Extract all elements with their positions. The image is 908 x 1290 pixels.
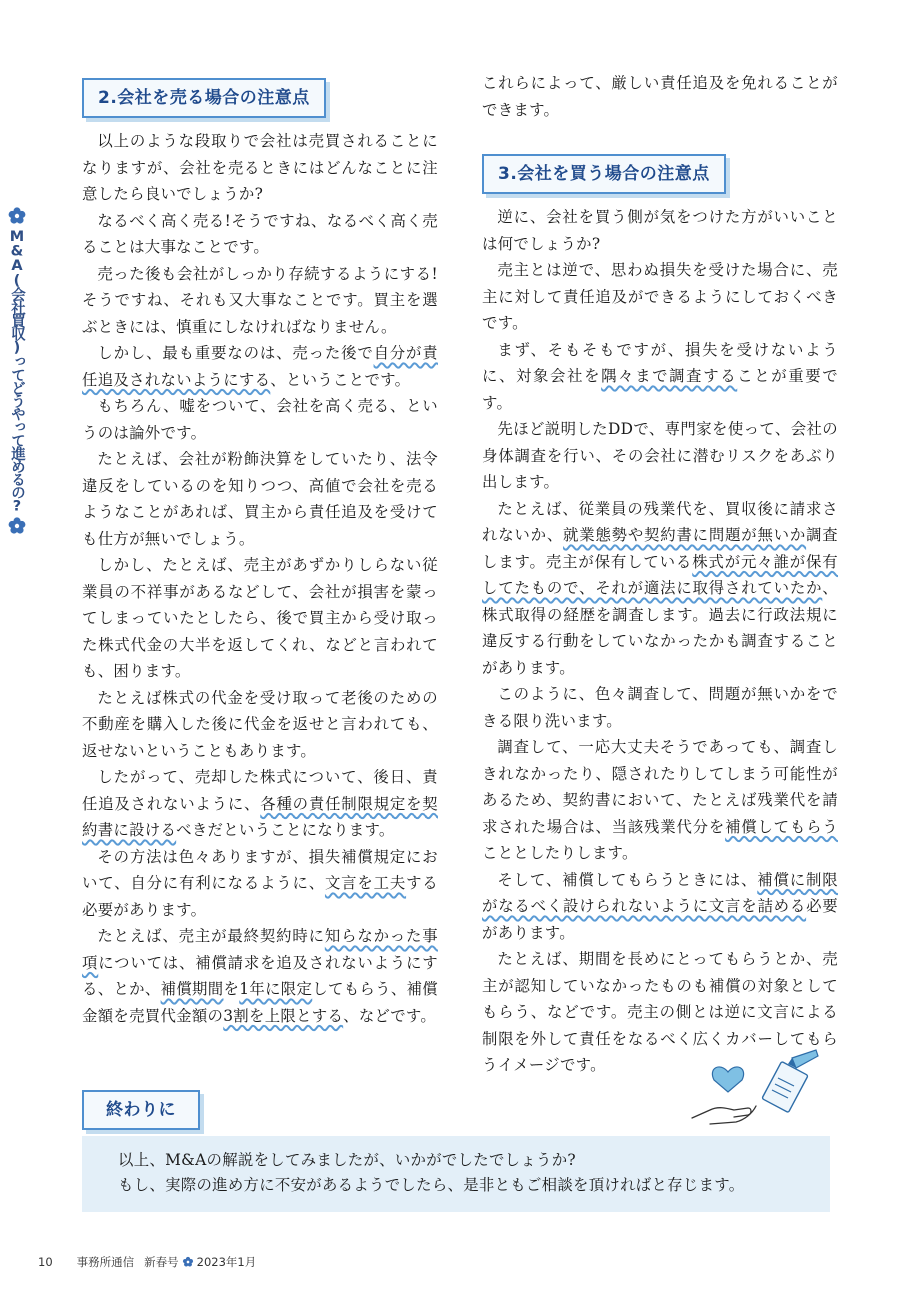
left-column [82, 70, 438, 1029]
emphasis-underline: 自分が責任追及されないようにする [82, 344, 438, 389]
page-number: 10 [38, 1255, 53, 1269]
handshake-contract-illustration [690, 1048, 822, 1134]
text-run: 調査します。売主が保有している [482, 526, 838, 571]
paragraph [82, 844, 438, 924]
emphasis-underline: 3割を上限とする [223, 1006, 344, 1025]
emphasis-underline: 補償期間 [160, 980, 224, 998]
text-run: 、株式取得の経歴を調査します。過去に行政法規に違反する行動をしていなかったかも調査することがあります。 [482, 579, 838, 677]
emphasis-underline: 就業態勢や契約書に問題が無いか [563, 526, 807, 544]
paragraph [482, 257, 838, 337]
text-run: 必要があります。 [482, 897, 838, 942]
section2-heading: 2.会社を売る場合の注意点 [82, 78, 326, 118]
text-run: たとえば、売主が最終契約時に [97, 927, 325, 945]
text-run: を [223, 980, 240, 998]
emphasis-underline: 隅々まで調査する [601, 367, 738, 385]
text-run: 売主とは逆で、思わぬ損失を受けた場合に、売主に対して責任追及ができるようにしておくべきです。 [482, 261, 838, 332]
text-run: については、補償請求を追及されないようにする、とか、 [82, 953, 438, 998]
text-run: こととしたりします。 [482, 844, 638, 862]
hand-icon [692, 1106, 756, 1124]
section3-heading: 3.会社を買う場合の注意点 [482, 154, 726, 194]
text-run: してもらう、補償金額を売買代金額の [82, 980, 438, 1025]
text-run: したがって、売却した株式について、後日、責任追及されないように、 [82, 768, 438, 813]
paragraph [82, 552, 438, 685]
flower-icon [7, 516, 27, 536]
text-run: たとえば、期間を長めにとってもらうとか、売主が認知していなかったものも補償の対象としてもらう、などです。売主の側とは逆に文言による制限を外して責任をなるべく広くカバーしてもらうイメージです。 [482, 950, 838, 1074]
text-run: 先ほど説明したDDで、専門家を使って、会社の身体調査を行い、その会社に潜むリスクをあぶり出します。 [482, 420, 838, 491]
paragraph [482, 70, 838, 123]
heart-icon [712, 1067, 743, 1092]
text-run: 逆に、会社を買う側が気をつけた方がいいことは何でしょうか? [482, 208, 838, 253]
section2-body [82, 128, 438, 1029]
closing-line-2: もし、実際の進め方に不安があるようでしたら、是非ともご相談を頂ければと存じます。 [118, 1176, 745, 1194]
contract-icon [762, 1061, 808, 1112]
side-title [4, 206, 30, 536]
section3-body [482, 204, 838, 1079]
paragraph [482, 204, 838, 257]
text-run: そして、補償してもらうときには、 [497, 870, 758, 889]
text-run: 以上のような段取りで会社は売買されることになりますが、会社を売るときにはどんなことに注意したら良いでしょうか? [82, 132, 438, 203]
paragraph [82, 261, 438, 341]
issue-name: 新春号 [144, 1255, 179, 1269]
text-run: たとえば、会社が粉飾決算をしていたり、法令違反をしているのを知りつつ、高値で会社を売るようなことがあれば、買主から責任追及を受けても仕方が無いでしょう。 [82, 450, 438, 548]
continuation-text [482, 70, 838, 123]
issue-date: 2023年1月 [196, 1255, 257, 1269]
emphasis-underline: 1年に限定 [239, 980, 313, 998]
text-run: べきだということになります。 [176, 821, 395, 839]
paragraph [82, 446, 438, 552]
closing-box [82, 1136, 830, 1212]
paragraph [82, 208, 438, 261]
paragraph [82, 923, 438, 1029]
paragraph [82, 128, 438, 208]
text-run: もちろん、嘘をついて、会社を高く売る、というのは論外です。 [82, 397, 438, 442]
text-run: これらによって、厳しい責任追及を免れることができます。 [482, 74, 838, 119]
paragraph [82, 685, 438, 765]
right-column [482, 70, 838, 1079]
text-run: 、ということです。 [270, 370, 411, 389]
emphasis-underline: 文言を工夫 [324, 874, 407, 892]
paragraph [82, 764, 438, 844]
text-run: まず、そもそもですが、損失を受けないように、対象会社を [482, 340, 838, 385]
flower-icon [182, 1256, 194, 1268]
closing-heading: 終わりに [82, 1090, 200, 1130]
paragraph [482, 416, 838, 496]
text-run: 調査して、一応大丈夫そうであっても、調査しきれなかったり、隠されたりしてしまう可能性があるため、契約書において、たとえば残業代を請求された場合は、当該残業代分を [482, 738, 838, 836]
emphasis-underline: 知らなかった事項 [82, 927, 438, 972]
emphasis-underline: 株式が元々誰が保有してたもので、それが適法に取得されていたか [482, 552, 839, 597]
text-run: ことが重要です。 [482, 367, 838, 412]
text-run: しかし、最も重要なのは、売った後で [97, 344, 374, 362]
closing-heading-wrap [82, 1090, 200, 1130]
text-run: 、などです。 [343, 1006, 437, 1025]
page-footer [38, 1254, 256, 1270]
paragraph [482, 867, 838, 947]
paragraph [482, 681, 838, 734]
text-run: しかし、たとえば、売主があずかりしらない従業員の不祥事があるなどして、会社が損害を蒙ってしまっていたとしたら、後で買主から受け取った株式代金の大半を返してくれ、などと言われても、困ります。 [82, 556, 438, 680]
emphasis-underline: 補償してもらう [725, 817, 838, 836]
paragraph [482, 337, 838, 417]
text-run: その方法は色々ありますが、損失補償規定において、自分に有利になるように、 [82, 847, 438, 892]
side-title-text: M&A(会社買収)ってどうやって進めるの? [9, 229, 25, 514]
text-run: する必要があります。 [82, 874, 438, 919]
text-run: たとえば、従業員の残業代を、買収後に請求されないか、 [482, 499, 838, 544]
paragraph [82, 393, 438, 446]
emphasis-underline: 各種の責任制限規定を契約書に設ける [82, 794, 438, 839]
closing-line-1: 以上、M&Aの解説をしてみましたが、いかがでしたでしょうか? [118, 1151, 576, 1169]
paragraph [482, 496, 838, 682]
paragraph [82, 340, 438, 393]
paragraph [482, 734, 838, 867]
text-run: このように、色々調査して、問題が無いかをできる限り洗います。 [482, 685, 838, 730]
text-run: なるべく高く売る!そうですね、なるべく高く売ることは大事なことです。 [82, 211, 438, 256]
publication-name: 事務所通信 [76, 1255, 135, 1269]
flower-icon [7, 206, 27, 226]
emphasis-underline: 補償に制限がなるべく設けられないように文言を詰める [482, 870, 838, 915]
text-run: 売った後も会社がしっかり存続するようにする!そうですね、それも又大事なことです。買主を選ぶときには、慎重にしなければなりません。 [82, 264, 438, 336]
text-run: たとえば株式の代金を受け取って老後のための不動産を購入した後に代金を返せと言われても、返せないということもあります。 [82, 688, 438, 760]
pen-icon [788, 1050, 818, 1068]
